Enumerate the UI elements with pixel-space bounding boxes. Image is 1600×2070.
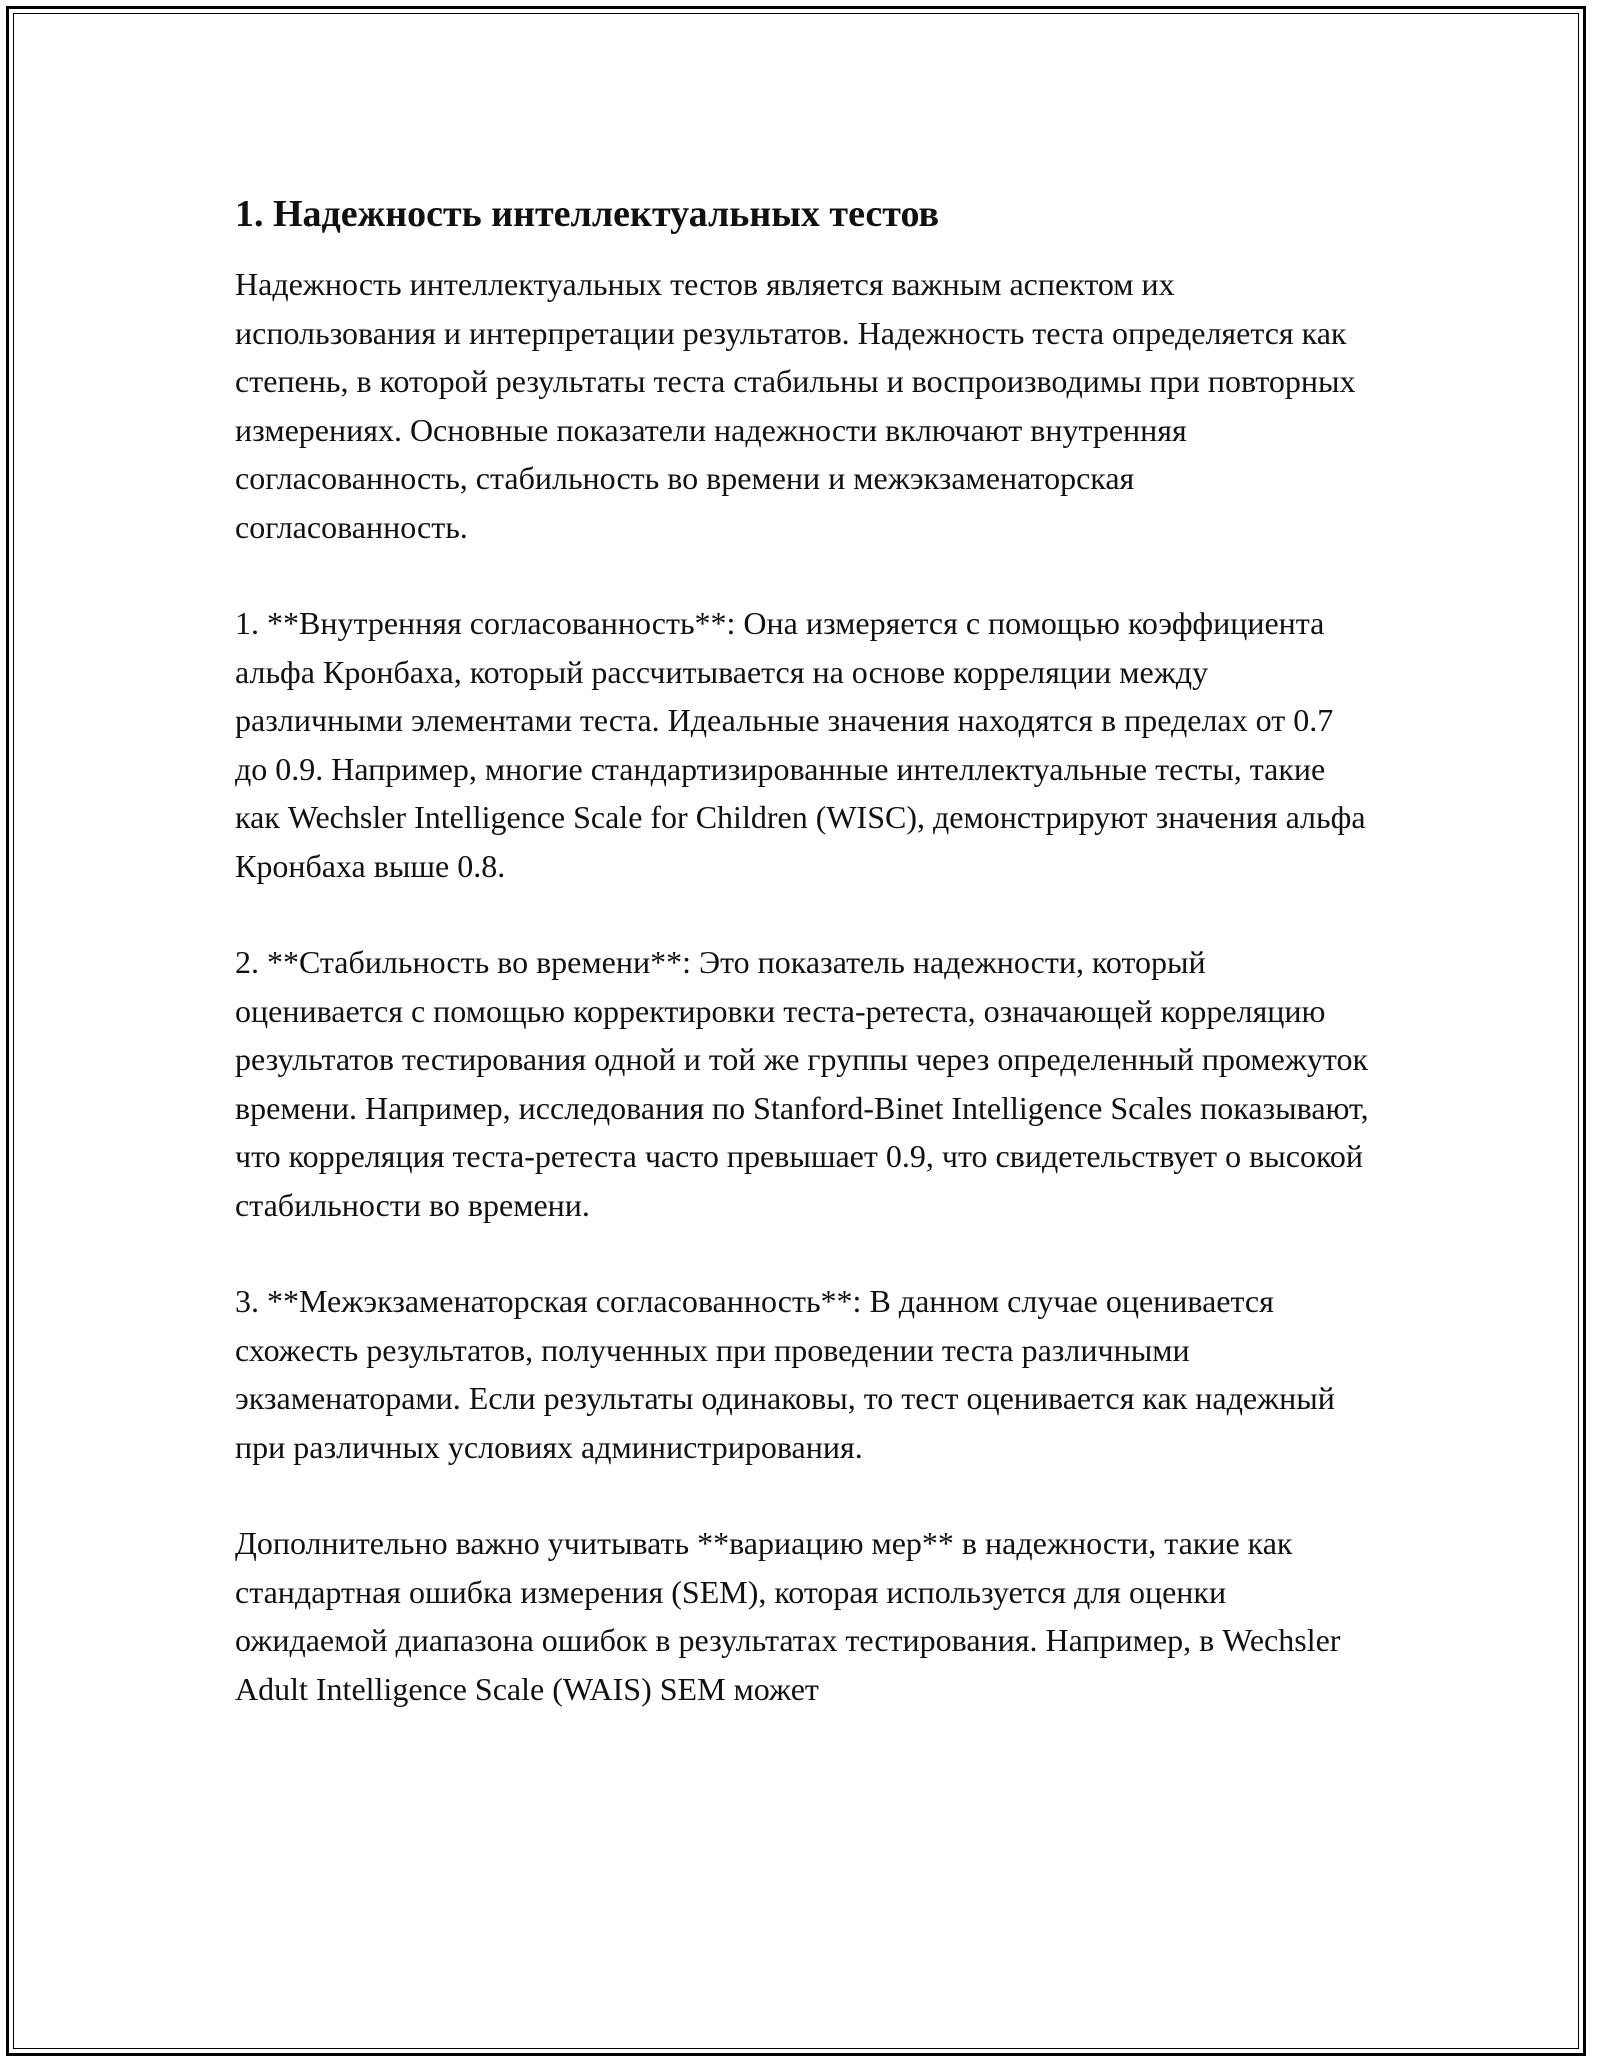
paragraph-temporal-stability: 2. **Стабильность во времени**: Это показатель надежности, который оценивается с помощью корректировки теста-ретеста, означающей корреляцию результатов тестирования одной и той же группы через определенный промежуток времени. Например, исследования по Stanford-Binet Intelligence Scales показывают, что корреляция теста-ретеста часто превышает 0.9, что свидетельствует о высокой стабильности во времени. <box>235 944 1369 1223</box>
paragraph-internal-consistency: 1. **Внутренняя согласованность**: Она измеряется с помощью коэффициента альфа Кронбаха, который рассчитывается на основе корреляции между различными элементами теста. Идеальные значения находятся в пределах от 0.7 до 0.9. Например, многие стандартизированные интеллектуальные тесты, такие как Wechsler Intelligence Scale for Children (WISC), демонстрируют значения альфа Кронбаха выше 0.8. <box>235 605 1366 884</box>
paragraph-inter-rater-consistency: 3. **Межэкзаменаторская согласованность**: В данном случае оценивается схожесть результатов, полученных при проведении теста различными экзаменаторами. Если результаты одинаковы, то тест оценивается как надежный при различных условиях администрирования. <box>235 1283 1335 1465</box>
document-body <box>235 188 1370 1761</box>
section-heading: 1. Надежность интеллектуальных тестов <box>235 193 940 235</box>
paragraph-measurement-variation: Дополнительно важно учитывать **вариацию мер** в надежности, такие как стандартная ошибка измерения (SEM), которая используется для оценки ожидаемой диапазона ошибок в результатах тестирования. Например, в Wechsler Adult Intelligence Scale (WAIS) SEM может <box>235 1525 1341 1707</box>
paragraph-intro: Надежность интеллектуальных тестов является важным аспектом их использования и интерпретации результатов. Надежность теста определяется как степень, в которой результаты теста стабильны и воспроизводимы при повторных измерениях. Основные показатели надежности включают внутренняя согласованность, стабильность во времени и межэкзаменаторская согласованность. <box>235 266 1356 545</box>
